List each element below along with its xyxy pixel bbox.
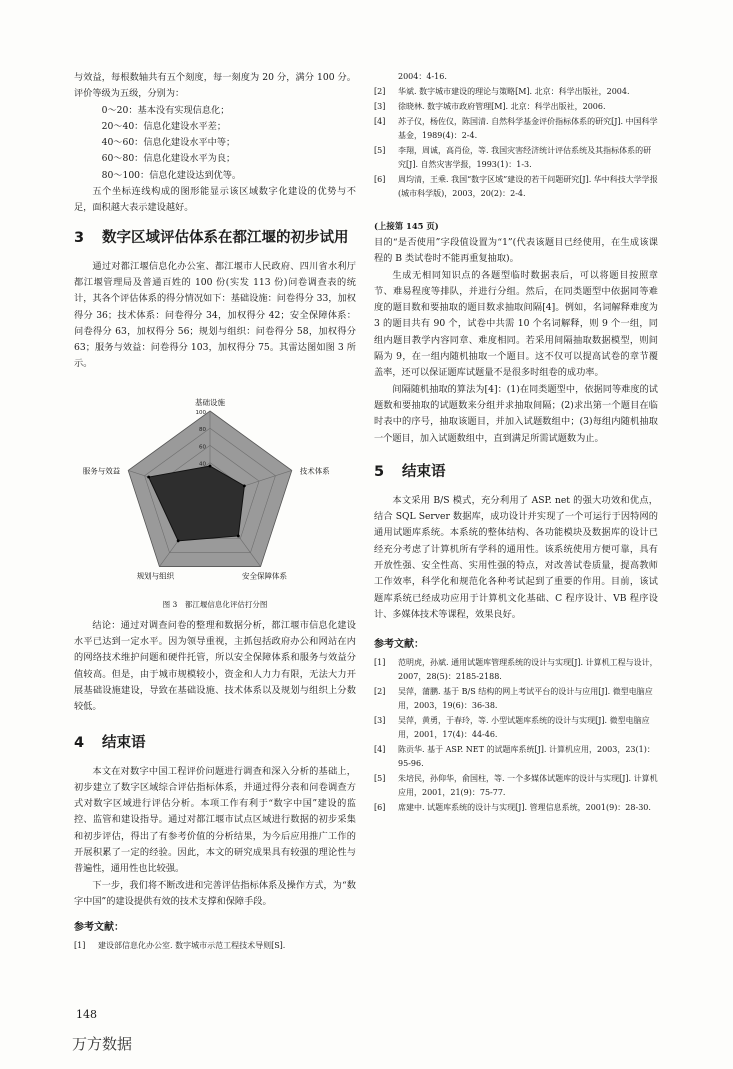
reference-number: [6] <box>374 175 386 184</box>
reference-text: 陈贡华. 基于 ASP. NET 的试题库系统[J]. 计算机应用，2003，23(1)：95-96. <box>398 745 655 769</box>
level-item: 0～20：基本没有实现信息化； <box>101 104 230 116</box>
reference-item <box>374 144 658 172</box>
reference-item <box>374 173 658 201</box>
radar-data-point <box>237 534 240 537</box>
reference-item <box>374 685 658 713</box>
level-item: 60～80：信息化建设水平为良； <box>101 153 236 165</box>
reference-text: 建设部信息化办公室. 数字城市示范工程技术导则[S]. <box>98 941 286 951</box>
radar-axis-label: 基础设施 <box>195 397 225 407</box>
references-continued <box>374 70 658 201</box>
reference-number: [2] <box>374 87 386 96</box>
references-heading: 参考文献： <box>74 922 124 934</box>
reference-item <box>374 100 658 114</box>
radar-axis-label: 规划与组织 <box>136 571 175 581</box>
radar-chart <box>74 377 356 595</box>
reference-item <box>374 656 658 684</box>
reference-text: 席建中. 试题库系统的设计与实现[J]. 管理信息系统，2001(9)：28-30. <box>398 803 651 813</box>
reference-item <box>74 939 356 953</box>
conclusion-paragraph: 结论：通过对调查问卷的整理和数据分析，都江堰市信息化建设水平已达到一定水平。因为领导重视，主抓包括政府办公和网站在内的网络技术维护问题和硬件托管，所以安全保障体系和服务与效益分值较高。但是，由于城市规模较小，资金和人力力有限，无法大力开展基础设施建设，导致在基础设施、技术体系以及规划与组织上分数较低。 <box>74 619 356 713</box>
section-title: 结束语 <box>102 734 146 751</box>
reference-text: 吴萍，蒲鹏. 基于 B/S 结构的网上考试平台的设计与应用[J]. 微型电脑应用，2003，19(6)：36-38. <box>398 687 653 711</box>
reference-item <box>374 115 658 143</box>
level-list <box>74 103 356 184</box>
reference-text: 朱培民，孙仰华，俞国柱，等. 一个多媒体试题库的设计与实现[J]. 计算机应用，2001，21(9)：75-77. <box>398 774 658 798</box>
reference-item <box>374 85 658 99</box>
algorithm-paragraph: 间隔随机抽取的算法为[4]：(1)在同类题型中，依据同等难度的试题数和要抽取的试题数来分组并求抽取间隔；(2)求出第一个题目在临时表中的序号，抽取该题目，并加入试题数组中；(3)每组内随机抽取一个题目，加入试题数组中，直到满足所需试题数为止。 <box>374 383 658 444</box>
reference-item <box>374 772 658 800</box>
radar-figure <box>74 377 356 595</box>
reference-number: [6] <box>374 803 386 813</box>
level-item: 80～100：信息化建设达到优等。 <box>101 169 242 181</box>
section-4-paragraph-1: 本文在对数字中国工程评价问题进行调查和深入分析的基础上，初步建立了数字区域综合评估指标体系，并通过得分表和问卷调查方式对数字区域进行评估分析。本项工作有利于“数字中国”建设的监控、监管和建设指导。通过对都江堰市试点区域进行数据的初步采集和初步评估，得出了有参考价值的分析结果，为今后应用推广工作的开展积累了一定的经验。因此，本文的研究成果具有较强的理论性与普遍性，通用性也比较强。 <box>74 765 356 875</box>
references-heading: 参考文献： <box>374 639 424 651</box>
section-number: 3 <box>74 229 85 246</box>
reference-text: 2004：4-16. <box>398 72 447 81</box>
reference-number: [1] <box>74 941 86 951</box>
radar-tick-label: 40 <box>199 461 206 468</box>
reference-text: 范明虎，孙斌. 通用试题库管理系统的设计与实现[J]. 计算机工程与设计，2007，28(5)：2185-2188. <box>398 658 658 682</box>
reference-text: 李翔，周诚，高肖俭，等. 我国灾害经济统计评估系统及其指标体系的研究[J]. 自然灾害学报，1993(1)：1-3. <box>398 146 652 169</box>
reference-item <box>374 70 658 84</box>
levels-explanation: 五个坐标连线构成的图形能显示该区域数字化建设的优势与不足，面积越大表示建设越好。 <box>74 186 356 214</box>
reference-number: [5] <box>374 146 386 155</box>
reference-number: [3] <box>374 716 386 726</box>
radar-axis-label: 安全保障体系 <box>242 571 288 581</box>
radar-tick-label: 80 <box>199 426 206 433</box>
section-number: 5 <box>374 463 385 480</box>
section-title: 数字区域评估体系在都江堰的初步试用 <box>102 229 349 246</box>
reference-item <box>374 714 658 742</box>
radar-data-point <box>177 539 180 542</box>
section-number: 4 <box>74 734 85 751</box>
right-column <box>374 70 658 816</box>
reference-number: [3] <box>374 102 386 111</box>
section-4-heading <box>74 732 356 754</box>
reference-text: 苏子仪，杨佐仪，陈国清. 自然科学基金评价指标体系的研究[J]. 中国科学基金，1989(4)：2-4. <box>398 117 658 140</box>
reference-item <box>374 801 658 815</box>
continued-from-note: (上接第 145 页) <box>374 221 439 231</box>
intro-text: 与效益，每根数轴共有五个刻度，每一刻度为 20 分，满分 100 分。评价等级为五级，分别为： <box>74 72 356 100</box>
publisher-watermark: 万方数据 <box>72 1035 133 1053</box>
section-3-paragraph: 通过对都江堰信息化办公室、都江堰市人民政府、四川省水利厅都江堰管理局及普通百姓的 100 份(实发 113 份)问卷调查表的统计，其各个评估体系的得分情况如下：基础设施：问卷得分 33，加权得分 36；技术体系：问卷得分 34，加权得分 42；安全保障体系：问卷得分 63，加权得分 56；规划与组织：问卷得分 58，加权得分 63；服务与效益：问卷得分 103，加权得分 75。其雷达图如图 3 所示。 <box>74 260 356 370</box>
radar-data-point <box>209 464 212 467</box>
level-item: 40～60：信息化建设水平中等； <box>101 137 236 149</box>
radar-data-point <box>243 484 246 487</box>
reference-text: 华斌. 数字城市建设的理论与策略[M]. 北京：科学出版社，2004. <box>398 87 630 96</box>
left-column <box>74 70 356 954</box>
reference-number <box>374 70 398 84</box>
section-4-paragraph-2: 下一步，我们将不断改进和完善评估指标体系及操作方式，为“数字中国”的建设提供有效的技术支撑和保障手段。 <box>74 879 356 907</box>
reference-number: [4] <box>374 745 386 755</box>
radar-axis-label: 服务与效益 <box>82 466 121 476</box>
section-5-heading <box>374 461 658 483</box>
section-5-paragraph: 本文采用 B/S 模式，充分利用了 ASP. net 的强大功效和优点，结合 SQL Server 数据库，成功设计并实现了一个可运行于因特网的通用试题库系统。本系统的整体结构、各功能模块及数据库的设计已经充分考虑了计算机所有学科的通用性。该系统使用方便可靠，具有开放性强、安全性高、实用性强的特点，对改善试卷质量，提高教师工作效率，科学化和规范化各种考试起到了重要的作用。目前，该试题库系统已经成功应用于计算机文化基础、C 程序设计、VB 程序设计、多媒体技术等课程，效果良好。 <box>374 494 658 620</box>
grouping-paragraph: 生成无相同知识点的各题型临时数据表后，可以将题目按照章节、难易程度等排队，并进行分组。然后，在同类题型中依据同等难度的题目数和要抽取的题目数求抽取间隔[4]。例如，名词解释难度为 3 的题目共有 90 个，试卷中共需 10 个名词解释，则 9 个一组，同组内题目教学内容同章、难度相同。若采用间隔抽取数据模型，则间隔为 9，在一组内随机抽取一个题目。这不仅可以提高试卷的章节覆盖率，还可以保证题库试题量不是很多时组卷的成功率。 <box>374 269 658 379</box>
reference-text: 徐晓林. 数字城市政府管理[M]. 北京：科学出版社，2006. <box>398 102 606 111</box>
reference-item <box>374 743 658 771</box>
reference-number: [4] <box>374 117 386 126</box>
section-3-heading <box>74 227 356 249</box>
reference-number: [5] <box>374 774 386 784</box>
radar-axis-label: 技术体系 <box>299 466 330 476</box>
level-item: 20～40：信息化建设水平差； <box>101 120 227 132</box>
reference-number: [2] <box>374 687 386 697</box>
reference-text: 吴萍，黄勇，于春玲，等. 小型试题库系统的设计与实现[J]. 微型电脑应用，2001，17(4)：44-46. <box>398 716 650 740</box>
continued-paragraph: 目的“是否使用”字段值设置为“1”(代表该题目已经使用，在生成该课程的 B 类试卷时不能再重复抽取)。 <box>374 237 658 265</box>
radar-tick-label: 60 <box>199 444 206 451</box>
radar-data-point <box>147 475 150 478</box>
page-number: 148 <box>76 1008 97 1021</box>
section-title: 结束语 <box>402 463 446 480</box>
figure-caption: 图 3 都江堰信息化评估打分图 <box>162 599 268 609</box>
radar-tick-label: 100 <box>195 409 206 416</box>
reference-number: [1] <box>374 658 386 668</box>
reference-text: 周均清，王乘. 我国“数字区域”建设的若干问题研究[J]. 华中科技大学学报(城市科学版)，2003，20(2)：2-4. <box>398 175 658 198</box>
